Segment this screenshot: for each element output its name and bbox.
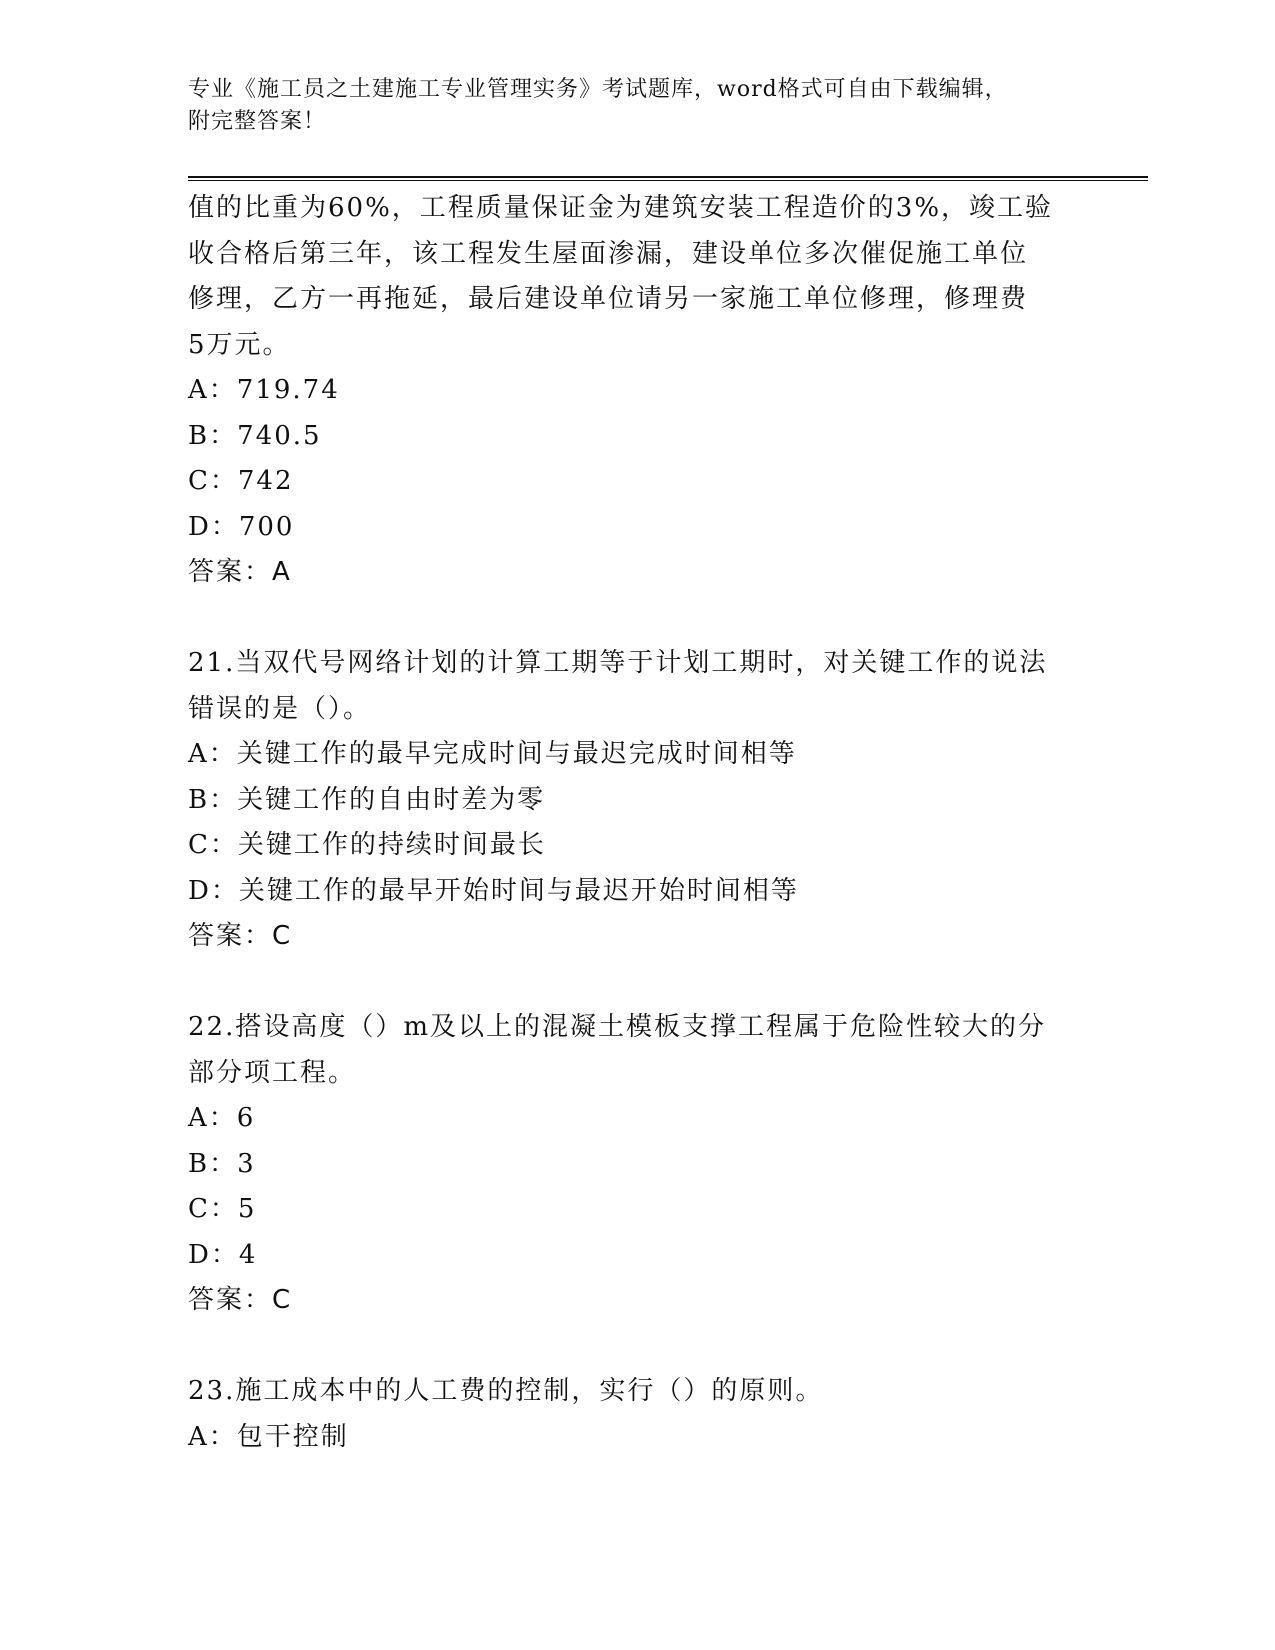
option-a: A：关键工作的最早完成时间与最迟完成时间相等 [188, 739, 797, 769]
question-22 [188, 1005, 1088, 1324]
question-23 [188, 1369, 1088, 1460]
option-a: A：719.74 [188, 375, 340, 405]
spacer [188, 960, 1088, 1006]
spacer [188, 596, 1088, 642]
option-b: B：关键工作的自由时差为零 [188, 784, 546, 815]
header-divider [188, 176, 1148, 181]
question-text-line: 值的比重为60%，工程质量保证金为建筑安装工程造价的3%，竣工验 [188, 193, 1054, 223]
option-c: C：关键工作的持续时间最长 [188, 830, 546, 860]
answer: 答案：A [188, 557, 292, 587]
document-header [188, 74, 1068, 138]
option-d: D：关键工作的最早开始时间与最迟开始时间相等 [188, 875, 799, 906]
option-a: A：6 [188, 1103, 256, 1133]
option-c: C：5 [188, 1194, 257, 1224]
option-b: B：740.5 [188, 420, 322, 451]
answer: 答案：C [188, 1285, 293, 1315]
option-b: B：3 [188, 1148, 256, 1179]
question-text-line: 错误的是（）。 [188, 693, 372, 724]
question-text-line: 收合格后第三年，该工程发生屋面渗漏，建设单位多次催促施工单位 [188, 238, 1029, 269]
question-text-line: 23.施工成本中的人工费的控制，实行（）的原则。 [188, 1376, 824, 1406]
spacer [188, 1324, 1088, 1370]
question-text-line: 修理，乙方一再拖延，最后建设单位请另一家施工单位修理，修理费 [188, 284, 1029, 314]
question-text-line: 22.搭设高度（）m及以上的混凝土模板支撑工程属于危险性较大的分 [188, 1012, 1047, 1042]
option-d: D：4 [188, 1239, 258, 1270]
question-content [188, 186, 1088, 1460]
question-20-continuation [188, 186, 1088, 596]
question-text-line: 21.当双代号网络计划的计算工期等于计划工期时，对关键工作的说法 [188, 648, 1048, 678]
header-line-1: 专业《施工员之土建施工专业管理实务》考试题库，word格式可自由下载编辑， [188, 77, 1008, 102]
answer: 答案：C [188, 921, 293, 951]
question-21 [188, 641, 1088, 960]
option-a: A：包干控制 [188, 1421, 349, 1452]
option-d: D：700 [188, 511, 295, 542]
option-c: C：742 [188, 466, 294, 496]
question-text-line: 5万元。 [188, 329, 291, 360]
header-line-2: 附完整答案！ [188, 109, 327, 134]
question-text-line: 部分项工程。 [188, 1057, 357, 1088]
